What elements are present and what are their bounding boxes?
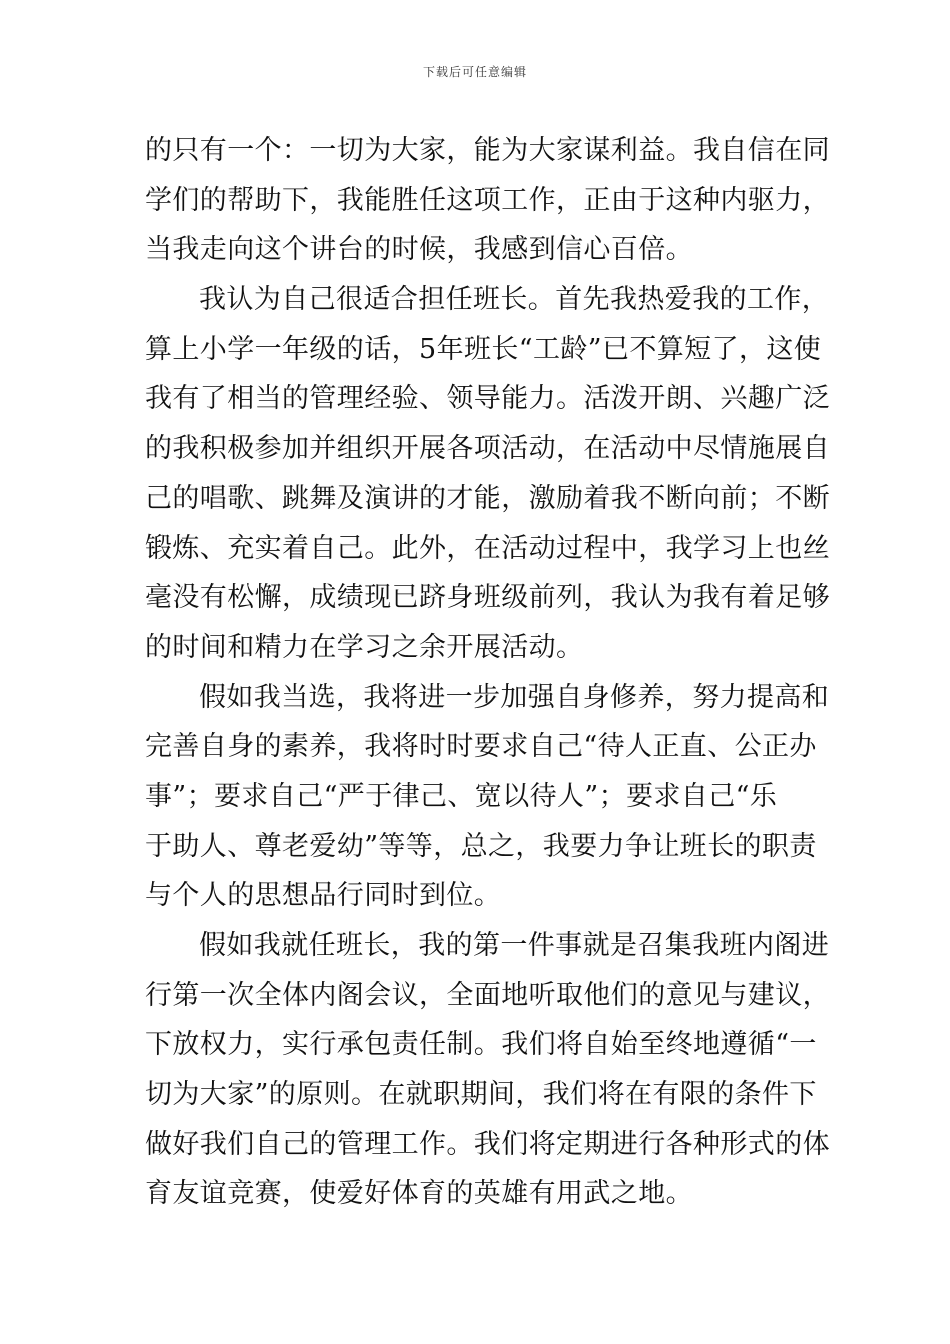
text-line: 做好我们自己的管理工作。我们将定期进行各种形式的体 (145, 1128, 830, 1160)
text-line: 于助人、尊老爱幼”等等，总之，我要力争让班长的职责 (145, 830, 817, 862)
text-line: 我认为自己很适合担任班长。首先我热爱我的工作， (199, 284, 830, 316)
text-line: 的只有一个：一切为大家，能为大家谋利益。我自信在同 (145, 135, 830, 166)
paragraph-4 (145, 921, 830, 1219)
text-line: 我有了相当的管理经验、领导能力。活泼开朗、兴趣广泛 (145, 383, 830, 415)
text-line: 的我积极参加并组织开展各项活动，在活动中尽情施展自 (145, 433, 830, 465)
paragraph-3 (145, 673, 830, 921)
text-line: 学们的帮助下，我能胜任这项工作，正由于这种内驱力， (145, 184, 830, 216)
paragraph-2 (145, 275, 830, 673)
text-line: 己的唱歌、跳舞及演讲的才能，激励着我不断向前；不断 (145, 482, 830, 514)
page-header: 下载后可任意编辑 (422, 65, 527, 79)
text-line: 切为大家”的原则。在就职期间，我们将在有限的条件下 (145, 1079, 817, 1111)
text-line: 下放权力，实行承包责任制。我们将自始至终地遵循“一 (145, 1029, 817, 1061)
text-line: 当我走向这个讲台的时候，我感到信心百倍。 (145, 234, 693, 266)
text-line: 育友谊竞赛，使爱好体育的英雄有用武之地。 (145, 1178, 693, 1210)
text-line: 锻炼、充实着自己。此外，在活动过程中，我学习上也丝 (145, 532, 830, 564)
text-line: 毫没有松懈，成绩现已跻身班级前列，我认为我有着足够 (145, 582, 830, 614)
text-line: 事”；要求自己“严于律己、宽以待人”；要求自己“乐 (145, 780, 778, 812)
text-line: 假如我当选，我将进一步加强自身修养，努力提高和 (199, 681, 830, 713)
text-line: 假如我就任班长，我的第一件事就是召集我班内阁进 (199, 930, 830, 961)
text-line: 算上小学一年级的话，5年班长“工龄”已不算短了，这使 (145, 333, 822, 365)
paragraph-1 (145, 126, 830, 275)
text-line: 行第一次全体内阁会议，全面地听取他们的意见与建议， (145, 979, 830, 1011)
document-body (145, 126, 830, 1219)
text-line: 完善自身的素养，我将时时要求自己“待人正直、公正办 (145, 731, 817, 763)
text-line: 与个人的思想品行同时到位。 (145, 880, 502, 912)
text-line: 的时间和精力在学习之余开展活动。 (145, 631, 584, 663)
